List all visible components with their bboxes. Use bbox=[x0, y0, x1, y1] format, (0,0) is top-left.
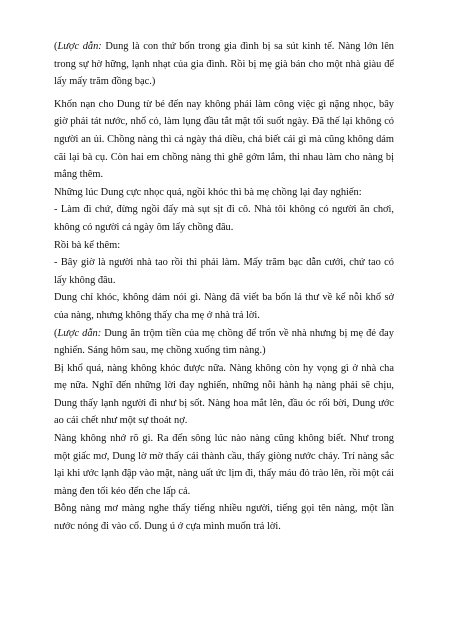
story-paragraph: Nàng không nhớ rõ gì. Ra đến sông lúc nào nàng cũng không biết. Như trong một giấc mơ, Dung lờ mờ thấy cái thành cầu, thấy giòng nước chảy. Trí nàng sắc lại khi ước lạnh đập vào mặt, nàng uất ức lịm đi, thấy máu đỏ trào lên, rồi một cái màng đen tối kéo đến che lấp cả. bbox=[54, 433, 394, 497]
story-paragraph: Khốn nạn cho Dung từ bé đến nay không phải làm công việc gì nặng nhọc, bây giờ phải tát nước, nhổ cỏ, làm lụng đầu tắt mặt tối suốt ngày. Đã thế lại không có người an ủi. Chồng nàng thì cả ngày thả diều, chả biết cái gì mà cũng không dám cãi lại bà cụ. Còn hai em chồng nàng thì ghê gớm lắm, thi nhau làm cho nàng bị mắng thêm. bbox=[54, 98, 394, 181]
story-paragraph: Dung chỉ khóc, không dám nói gì. Nàng đã viết ba bốn lá thư về kể nỗi khổ sở của nàng, nhưng không thấy cha mẹ ở nhà trả lời. bbox=[54, 292, 394, 321]
summary-paragraph-1: (Lược dẫn: Dung là con thứ bốn trong gia đình bị sa sút kinh tế. Nàng lớn lên trong sự hờ hững, lạnh nhạt của gia đình. Rồi bị mẹ già bán cho một nhà giàu để lấy mấy trăm đồng bạc.) bbox=[54, 41, 394, 88]
dialogue-line: - Làm đi chứ, đừng ngồi đấy mà sụt sịt đi cô. Nhà tôi không có người ăn chơi, không có người cả ngày ôm lấy chồng đâu. bbox=[54, 204, 394, 233]
story-paragraph: Bị khổ quá, nàng không khóc được nữa. Nàng không còn hy vọng gì ở nhà cha mẹ nữa. Nghĩ đến những lời đay nghiến, những nỗi hành hạ nàng phải sẽ chịu, Dung thấy lạnh người đi như bị sốt. Nàng hoa mắt lên, đầu óc rối bời, Dung ước ao cái chết như một sự thoát nợ. bbox=[54, 362, 394, 427]
story-paragraph: Những lúc Dung cực nhọc quá, ngồi khóc thì bà mẹ chồng lại đay nghiến: bbox=[54, 186, 362, 198]
summary-paragraph-2: (Lược dẫn: Dung ăn trộm tiền của mẹ chồng để trốn về nhà nhưng bị mẹ đẻ đay nghiến. Sáng hôm sau, mẹ chồng xuống tìm nàng.) bbox=[54, 327, 394, 357]
document-page bbox=[54, 38, 394, 536]
summary-text: Dung là con thứ bốn trong gia đình bị sa sút kinh tế. Nàng lớn lên trong sự hờ hững, lạnh nhạt của gia đình. Rồi bị mẹ già bán cho một nhà giàu để lấy mấy trăm đồng bạc.) bbox=[54, 41, 394, 88]
story-paragraph: Rồi bà kể thêm: bbox=[54, 239, 121, 251]
summary-lead: Lược dẫn: bbox=[57, 327, 102, 339]
dialogue-line: - Bây giờ là người nhà tao rồi thì phải làm. Mấy trăm bạc dẫn cưới, chứ tao có lấy không đâu. bbox=[54, 257, 394, 286]
summary-text: Dung ăn trộm tiền của mẹ chồng để trốn về nhà nhưng bị mẹ đẻ đay nghiến. Sáng hôm sau, mẹ chồng xuống tìm nàng.) bbox=[54, 327, 394, 357]
summary-lead: Lược dẫn: bbox=[57, 41, 102, 52]
story-paragraph: Bỗng nàng mơ màng nghe thấy tiếng nhiều người, tiếng gọi tên nàng, một lần nước nóng đi vào cổ. Dung ú ớ cựa mình muốn trả lời. bbox=[54, 503, 394, 533]
